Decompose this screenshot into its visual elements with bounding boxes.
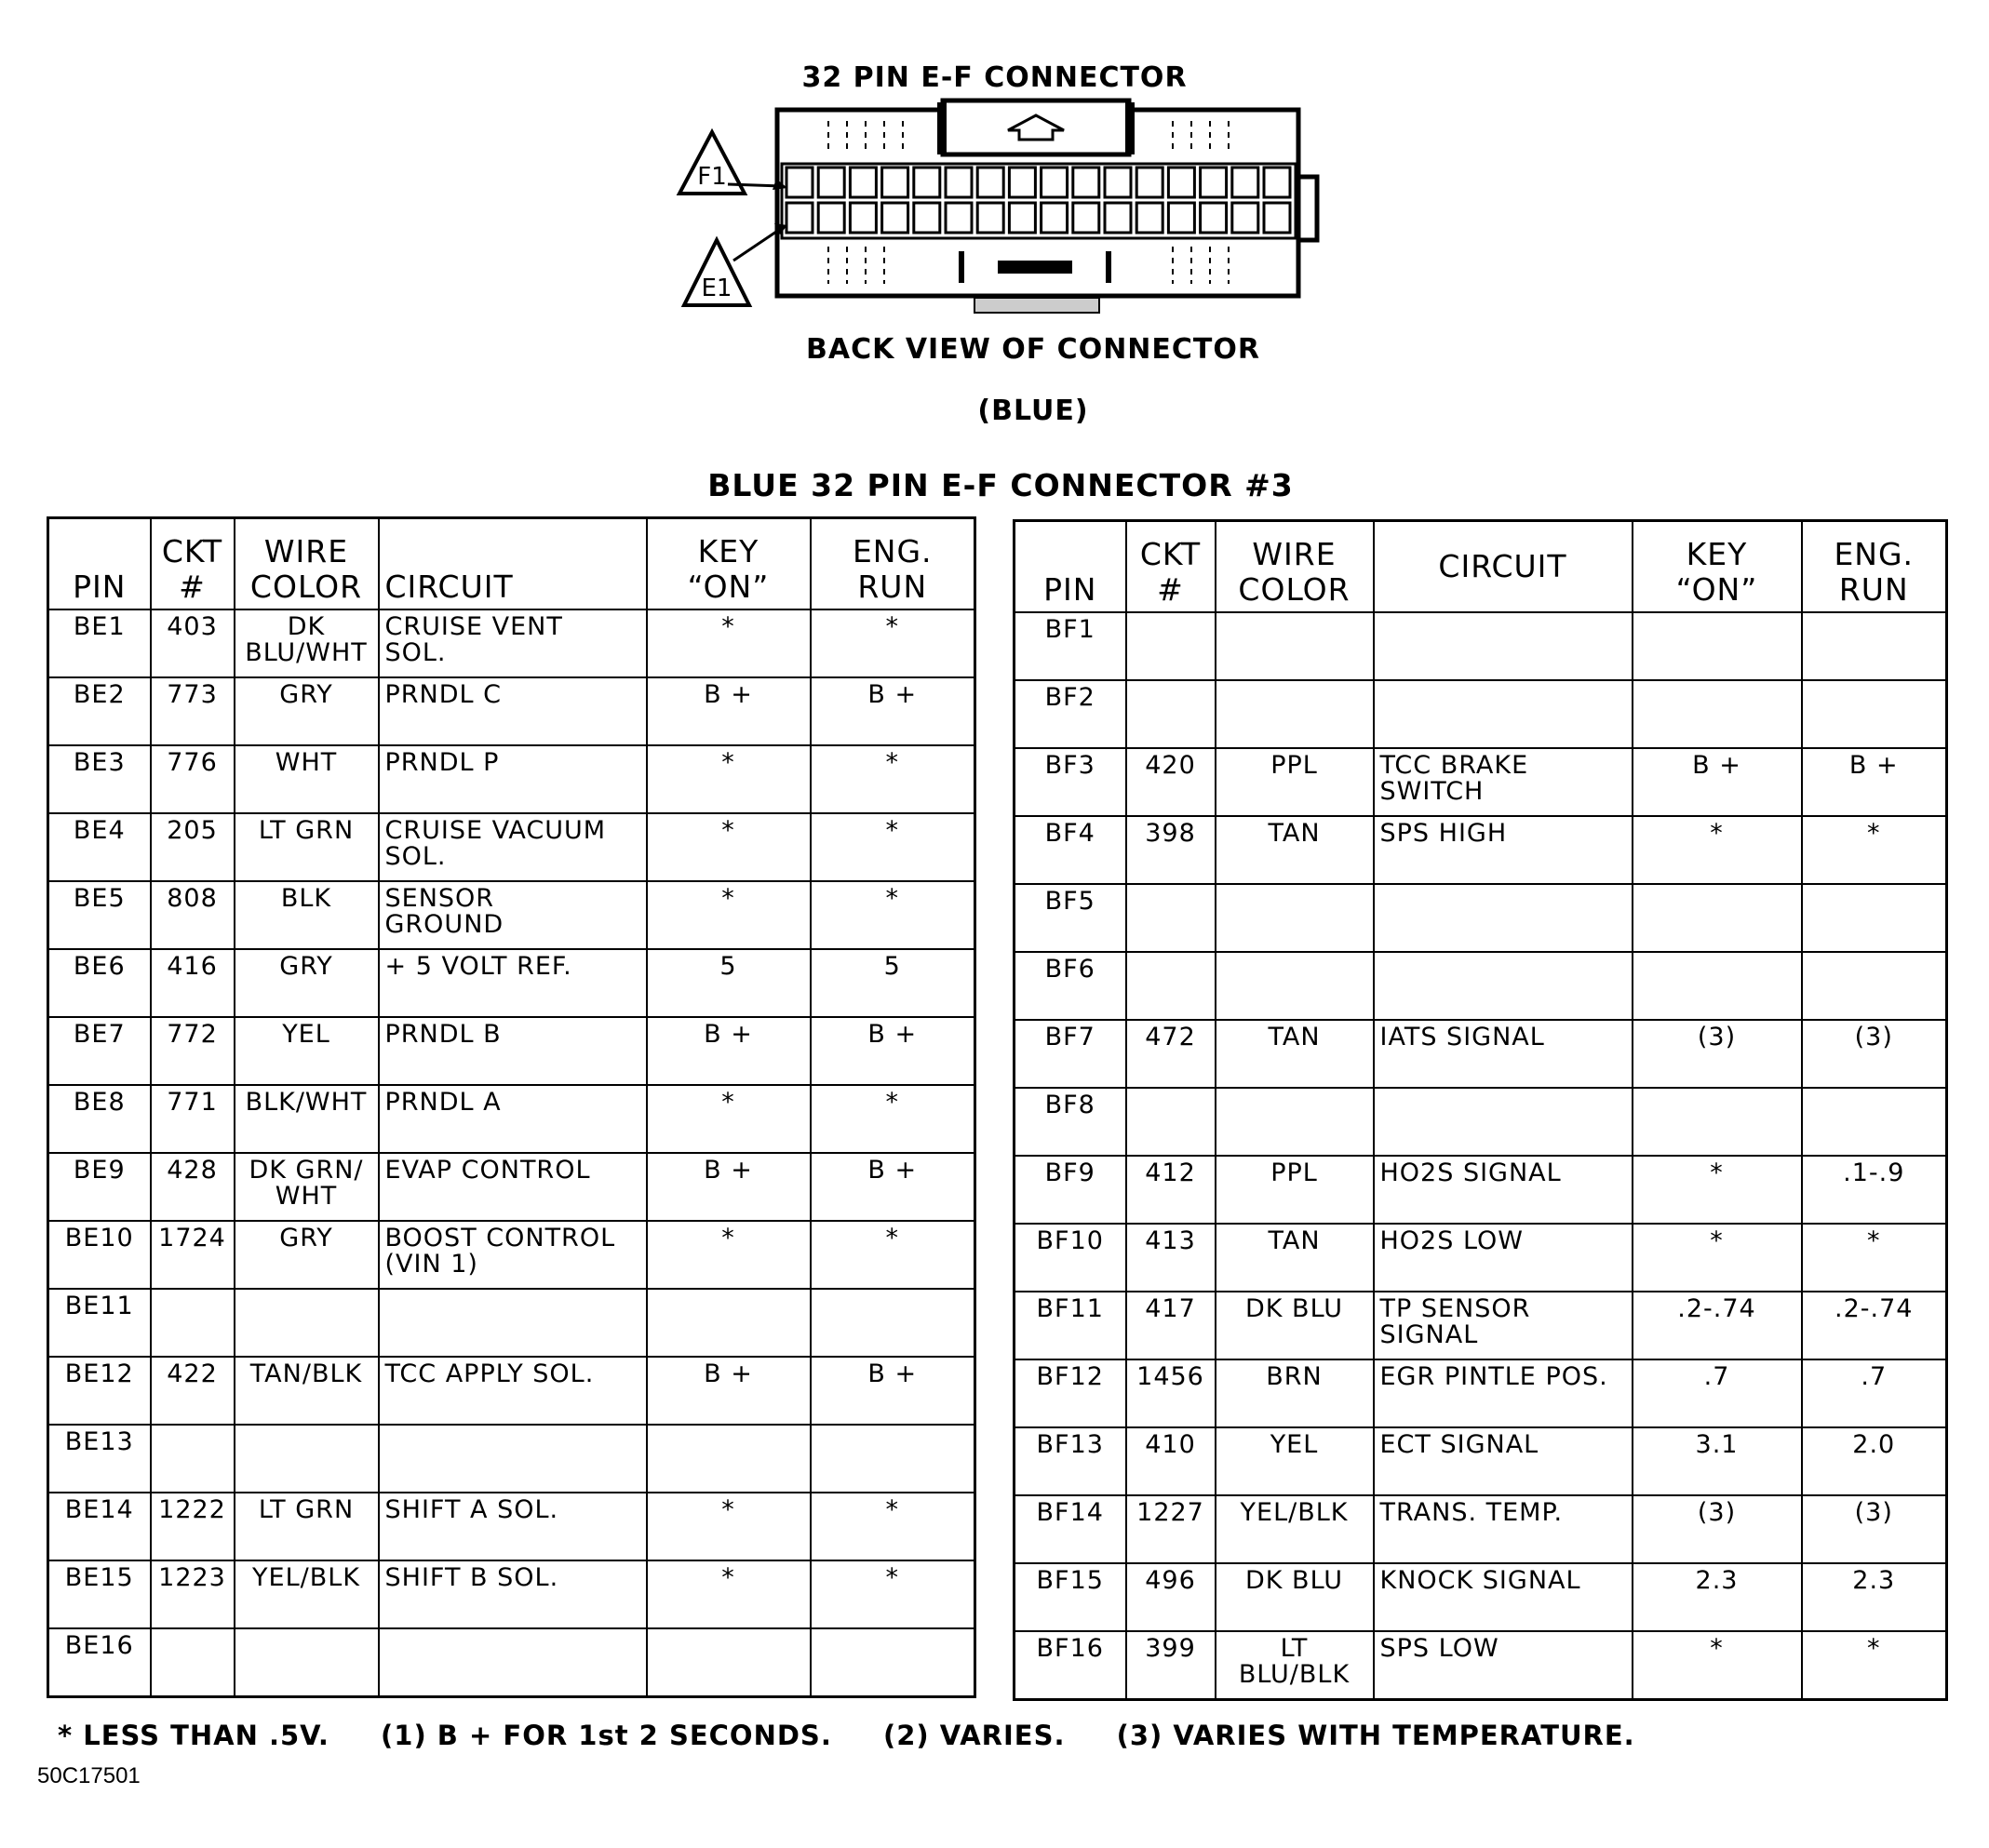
cell-circuit: PRNDL P bbox=[379, 745, 647, 813]
cell-circuit: SHIFT A SOL. bbox=[379, 1493, 647, 1560]
table-row bbox=[1015, 680, 1947, 748]
cell-eng-run: B + bbox=[811, 1017, 975, 1085]
cell-pin: BF8 bbox=[1015, 1088, 1126, 1156]
cell-wire-color: TAN bbox=[1216, 1224, 1374, 1292]
pin-cavity bbox=[1168, 203, 1194, 233]
cell-key-on: * bbox=[1633, 816, 1802, 884]
cell-pin: BE4 bbox=[48, 813, 151, 881]
pin-cavity bbox=[1009, 203, 1035, 233]
cell-wire-color: YEL bbox=[1216, 1427, 1374, 1495]
cell-key-on: B + bbox=[647, 1357, 811, 1425]
cell-eng-run: * bbox=[811, 881, 975, 949]
cell-pin: BF12 bbox=[1015, 1359, 1126, 1427]
cell-eng-run: 5 bbox=[811, 949, 975, 1017]
footnote-3: (3) VARIES WITH TEMPERATURE. bbox=[1116, 1720, 1635, 1751]
pin-cavity bbox=[977, 167, 1003, 197]
cell-pin: BE15 bbox=[48, 1560, 151, 1628]
cell-eng-run: B + bbox=[811, 677, 975, 745]
pin-cavity bbox=[850, 167, 876, 197]
pin-table-e bbox=[47, 516, 976, 1698]
cell-ckt: 472 bbox=[1126, 1020, 1216, 1088]
cell-ckt: 410 bbox=[1126, 1427, 1216, 1495]
cell-pin: BF15 bbox=[1015, 1563, 1126, 1631]
cell-circuit bbox=[1374, 952, 1633, 1020]
table-row bbox=[1015, 612, 1947, 680]
table-row bbox=[48, 1493, 975, 1560]
table-row bbox=[48, 1357, 975, 1425]
table-row bbox=[48, 677, 975, 745]
cell-circuit: TCC APPLY SOL. bbox=[379, 1357, 647, 1425]
cell-pin: BF2 bbox=[1015, 680, 1126, 748]
cell-ckt: 413 bbox=[1126, 1224, 1216, 1292]
header-eng-run: ENG. RUN bbox=[811, 518, 975, 610]
header-key-on: KEY “ON” bbox=[647, 518, 811, 610]
cell-wire-color: TAN bbox=[1216, 816, 1374, 884]
cell-key-on: * bbox=[1633, 1156, 1802, 1224]
cell-wire-color bbox=[235, 1425, 379, 1493]
table-row bbox=[1015, 1292, 1947, 1359]
cell-circuit: EVAP CONTROL bbox=[379, 1153, 647, 1221]
header-ckt: CKT # bbox=[151, 518, 235, 610]
cell-wire-color: BLK/WHT bbox=[235, 1085, 379, 1153]
cell-circuit bbox=[379, 1425, 647, 1493]
table-row bbox=[1015, 1631, 1947, 1700]
cell-ckt: 773 bbox=[151, 677, 235, 745]
cell-wire-color: GRY bbox=[235, 949, 379, 1017]
cell-key-on bbox=[1633, 952, 1802, 1020]
cell-key-on: * bbox=[1633, 1631, 1802, 1700]
cell-circuit: TRANS. TEMP. bbox=[1374, 1495, 1633, 1563]
cell-eng-run bbox=[1802, 612, 1947, 680]
cell-key-on: 3.1 bbox=[1633, 1427, 1802, 1495]
cell-pin: BF1 bbox=[1015, 612, 1126, 680]
header-circuit: CIRCUIT bbox=[1374, 521, 1633, 613]
cell-wire-color bbox=[235, 1289, 379, 1357]
connector-diagram bbox=[652, 74, 1359, 326]
cell-key-on: * bbox=[647, 609, 811, 677]
cell-circuit: CRUISE VACUUM SOL. bbox=[379, 813, 647, 881]
table-row bbox=[1015, 748, 1947, 816]
cell-wire-color: BLK bbox=[235, 881, 379, 949]
cell-ckt: 398 bbox=[1126, 816, 1216, 884]
table-header-row bbox=[1015, 521, 1947, 613]
header-pin: PIN bbox=[48, 518, 151, 610]
cell-key-on: B + bbox=[647, 677, 811, 745]
cell-ckt: 205 bbox=[151, 813, 235, 881]
cell-ckt bbox=[1126, 884, 1216, 952]
cell-eng-run: .7 bbox=[1802, 1359, 1947, 1427]
cell-eng-run bbox=[811, 1628, 975, 1697]
pin-cavity bbox=[818, 203, 844, 233]
cell-key-on bbox=[1633, 884, 1802, 952]
pin-table-f bbox=[1013, 519, 1948, 1701]
cell-wire-color: GRY bbox=[235, 677, 379, 745]
pin-cavity bbox=[1042, 167, 1068, 197]
cell-eng-run: B + bbox=[1802, 748, 1947, 816]
cell-ckt: 496 bbox=[1126, 1563, 1216, 1631]
cell-pin: BF14 bbox=[1015, 1495, 1126, 1563]
cell-circuit: SPS HIGH bbox=[1374, 816, 1633, 884]
pin-cavity bbox=[1073, 167, 1099, 197]
header-ckt: CKT # bbox=[1126, 521, 1216, 613]
color-text: (BLUE) bbox=[977, 395, 1089, 427]
cell-eng-run bbox=[811, 1289, 975, 1357]
pin-cavity bbox=[946, 167, 972, 197]
cell-circuit bbox=[1374, 680, 1633, 748]
cell-circuit: KNOCK SIGNAL bbox=[1374, 1563, 1633, 1631]
cell-eng-run: * bbox=[811, 813, 975, 881]
header-eng-run: ENG. RUN bbox=[1802, 521, 1947, 613]
cell-key-on bbox=[647, 1289, 811, 1357]
cell-circuit: SHIFT B SOL. bbox=[379, 1560, 647, 1628]
cell-ckt: 417 bbox=[1126, 1292, 1216, 1359]
pin-cavity bbox=[1105, 203, 1131, 233]
cell-wire-color: LT GRN bbox=[235, 813, 379, 881]
cell-key-on bbox=[1633, 612, 1802, 680]
cell-wire-color bbox=[1216, 884, 1374, 952]
cell-key-on: * bbox=[647, 1560, 811, 1628]
header-wire-color: WIRE COLOR bbox=[1216, 521, 1374, 613]
cell-key-on: * bbox=[647, 813, 811, 881]
cell-wire-color: YEL/BLK bbox=[235, 1560, 379, 1628]
table-row bbox=[1015, 1563, 1947, 1631]
cell-pin: BF6 bbox=[1015, 952, 1126, 1020]
cell-ckt bbox=[1126, 612, 1216, 680]
cell-circuit: HO2S SIGNAL bbox=[1374, 1156, 1633, 1224]
footnote-legend bbox=[58, 1720, 1676, 1751]
cell-circuit bbox=[1374, 884, 1633, 952]
cell-wire-color bbox=[1216, 952, 1374, 1020]
cell-eng-run: .1-.9 bbox=[1802, 1156, 1947, 1224]
cell-eng-run: * bbox=[811, 1221, 975, 1289]
cell-circuit: PRNDL A bbox=[379, 1085, 647, 1153]
cell-key-on: * bbox=[647, 1085, 811, 1153]
footnote-1: (1) B + FOR 1st 2 SECONDS. bbox=[381, 1720, 832, 1751]
cell-wire-color: PPL bbox=[1216, 1156, 1374, 1224]
cell-pin: BF7 bbox=[1015, 1020, 1126, 1088]
cell-circuit: EGR PINTLE POS. bbox=[1374, 1359, 1633, 1427]
pin-cavity bbox=[1201, 167, 1227, 197]
cell-eng-run: * bbox=[811, 1560, 975, 1628]
cell-key-on bbox=[647, 1425, 811, 1493]
footnote-2: (2) VARIES. bbox=[882, 1720, 1066, 1751]
pin-cavity bbox=[1264, 203, 1290, 233]
cell-pin: BE8 bbox=[48, 1085, 151, 1153]
pin-cavity bbox=[882, 203, 908, 233]
pin-cavity bbox=[1264, 167, 1290, 197]
cell-circuit: SENSOR GROUND bbox=[379, 881, 647, 949]
cell-key-on bbox=[647, 1628, 811, 1697]
cell-circuit: TP SENSOR SIGNAL bbox=[1374, 1292, 1633, 1359]
pin-cavity bbox=[786, 167, 813, 197]
cell-circuit: BOOST CONTROL (VIN 1) bbox=[379, 1221, 647, 1289]
cell-eng-run: .2-.74 bbox=[1802, 1292, 1947, 1359]
cell-ckt bbox=[1126, 1088, 1216, 1156]
table-header-row bbox=[48, 518, 975, 610]
pin-cavity bbox=[914, 167, 940, 197]
cell-ckt: 403 bbox=[151, 609, 235, 677]
cell-ckt: 776 bbox=[151, 745, 235, 813]
cell-pin: BE13 bbox=[48, 1425, 151, 1493]
cell-key-on bbox=[1633, 680, 1802, 748]
table-title-text: BLUE 32 PIN E-F CONNECTOR #3 bbox=[707, 467, 1294, 503]
cell-circuit: PRNDL B bbox=[379, 1017, 647, 1085]
pin-cavity bbox=[786, 203, 813, 233]
header-pin: PIN bbox=[1015, 521, 1126, 613]
cell-pin: BE1 bbox=[48, 609, 151, 677]
cell-ckt bbox=[1126, 680, 1216, 748]
pin-cavity bbox=[1168, 167, 1194, 197]
table-row bbox=[48, 1017, 975, 1085]
cell-wire-color: WHT bbox=[235, 745, 379, 813]
cell-eng-run: * bbox=[811, 1493, 975, 1560]
cell-circuit bbox=[379, 1289, 647, 1357]
cell-wire-color bbox=[1216, 612, 1374, 680]
cell-wire-color: DK GRN/ WHT bbox=[235, 1153, 379, 1221]
cell-key-on: * bbox=[1633, 1224, 1802, 1292]
cell-ckt: 420 bbox=[1126, 748, 1216, 816]
cell-key-on: * bbox=[647, 1493, 811, 1560]
table-row bbox=[48, 1153, 975, 1221]
cell-wire-color: TAN bbox=[1216, 1020, 1374, 1088]
cell-eng-run: 2.0 bbox=[1802, 1427, 1947, 1495]
cell-key-on: * bbox=[647, 881, 811, 949]
table-row bbox=[1015, 1088, 1947, 1156]
cell-wire-color: DK BLU/WHT bbox=[235, 609, 379, 677]
connector-title: 32 PIN E-F CONNECTOR bbox=[801, 61, 1188, 94]
pin-cavity bbox=[1232, 203, 1258, 233]
cell-wire-color: YEL bbox=[235, 1017, 379, 1085]
cell-wire-color: DK BLU bbox=[1216, 1563, 1374, 1631]
table-row bbox=[48, 1289, 975, 1357]
cell-circuit: SPS LOW bbox=[1374, 1631, 1633, 1700]
cell-wire-color: YEL/BLK bbox=[1216, 1495, 1374, 1563]
table-row bbox=[48, 1560, 975, 1628]
table-row bbox=[1015, 1359, 1947, 1427]
cell-pin: BE16 bbox=[48, 1628, 151, 1697]
table-row bbox=[48, 949, 975, 1017]
cell-eng-run: B + bbox=[811, 1153, 975, 1221]
pin-cavity bbox=[882, 167, 908, 197]
cell-pin: BF10 bbox=[1015, 1224, 1126, 1292]
cell-wire-color bbox=[1216, 1088, 1374, 1156]
cell-wire-color: DK BLU bbox=[1216, 1292, 1374, 1359]
cell-pin: BE12 bbox=[48, 1357, 151, 1425]
cell-circuit: TCC BRAKE SWITCH bbox=[1374, 748, 1633, 816]
cell-ckt: 399 bbox=[1126, 1631, 1216, 1700]
cell-pin: BF13 bbox=[1015, 1427, 1126, 1495]
table-row bbox=[48, 881, 975, 949]
cell-ckt: 412 bbox=[1126, 1156, 1216, 1224]
cell-ckt: 416 bbox=[151, 949, 235, 1017]
table-row bbox=[48, 1628, 975, 1697]
cell-key-on: (3) bbox=[1633, 1020, 1802, 1088]
table-row bbox=[48, 609, 975, 677]
cell-wire-color: LT BLU/BLK bbox=[1216, 1631, 1374, 1700]
cell-key-on: * bbox=[647, 745, 811, 813]
cell-ckt bbox=[1126, 952, 1216, 1020]
header-wire-color: WIRE COLOR bbox=[235, 518, 379, 610]
cell-key-on: 2.3 bbox=[1633, 1563, 1802, 1631]
cell-wire-color bbox=[1216, 680, 1374, 748]
pin-cavity bbox=[1201, 203, 1227, 233]
table-row bbox=[1015, 952, 1947, 1020]
cell-pin: BE2 bbox=[48, 677, 151, 745]
table-row bbox=[1015, 1427, 1947, 1495]
cell-pin: BF5 bbox=[1015, 884, 1126, 952]
pin-cavity bbox=[977, 203, 1003, 233]
pin-cavity bbox=[1105, 167, 1131, 197]
cell-eng-run: 2.3 bbox=[1802, 1563, 1947, 1631]
footnote-star: * LESS THAN .5V. bbox=[58, 1720, 329, 1751]
cell-key-on: (3) bbox=[1633, 1495, 1802, 1563]
cell-ckt: 422 bbox=[151, 1357, 235, 1425]
cell-eng-run: * bbox=[1802, 816, 1947, 884]
table-row bbox=[48, 1085, 975, 1153]
table-row bbox=[48, 745, 975, 813]
table-row bbox=[1015, 884, 1947, 952]
cell-wire-color: TAN/BLK bbox=[235, 1357, 379, 1425]
cell-key-on: B + bbox=[1633, 748, 1802, 816]
cell-ckt bbox=[151, 1425, 235, 1493]
pin-cavity bbox=[946, 203, 972, 233]
cell-eng-run: B + bbox=[811, 1357, 975, 1425]
cell-circuit: HO2S LOW bbox=[1374, 1224, 1633, 1292]
cell-ckt: 808 bbox=[151, 881, 235, 949]
cell-eng-run: * bbox=[1802, 1224, 1947, 1292]
cell-pin: BE6 bbox=[48, 949, 151, 1017]
cell-ckt: 771 bbox=[151, 1085, 235, 1153]
cell-eng-run bbox=[1802, 1088, 1947, 1156]
cell-wire-color bbox=[235, 1628, 379, 1697]
cell-key-on: 5 bbox=[647, 949, 811, 1017]
pin-cavity bbox=[1042, 203, 1068, 233]
table-row bbox=[1015, 1020, 1947, 1088]
cell-eng-run bbox=[811, 1425, 975, 1493]
pin-cavity bbox=[1009, 167, 1035, 197]
table-row bbox=[1015, 1224, 1947, 1292]
cell-circuit bbox=[379, 1628, 647, 1697]
cell-circuit: IATS SIGNAL bbox=[1374, 1020, 1633, 1088]
cell-eng-run: (3) bbox=[1802, 1020, 1947, 1088]
cell-circuit bbox=[1374, 612, 1633, 680]
back-view-text: BACK VIEW OF CONNECTOR bbox=[806, 333, 1260, 366]
cell-pin: BE3 bbox=[48, 745, 151, 813]
cell-pin: BF16 bbox=[1015, 1631, 1126, 1700]
cell-key-on: * bbox=[647, 1221, 811, 1289]
pin-cavity bbox=[1232, 167, 1258, 197]
pin-cavity bbox=[1136, 203, 1162, 233]
table-row bbox=[1015, 816, 1947, 884]
cell-eng-run bbox=[1802, 680, 1947, 748]
cell-key-on: .2-.74 bbox=[1633, 1292, 1802, 1359]
table-row bbox=[48, 1425, 975, 1493]
pin-cavity bbox=[1073, 203, 1099, 233]
pin-cavity bbox=[1136, 167, 1162, 197]
cell-ckt: 1223 bbox=[151, 1560, 235, 1628]
cell-key-on: B + bbox=[647, 1153, 811, 1221]
pin-cavity bbox=[818, 167, 844, 197]
cell-wire-color: PPL bbox=[1216, 748, 1374, 816]
cell-key-on bbox=[1633, 1088, 1802, 1156]
pin-f1-label: F1 bbox=[697, 163, 727, 191]
cell-ckt: 1222 bbox=[151, 1493, 235, 1560]
header-key-on: KEY “ON” bbox=[1633, 521, 1802, 613]
cell-circuit: PRNDL C bbox=[379, 677, 647, 745]
pin-cavity bbox=[850, 203, 876, 233]
cell-eng-run: * bbox=[1802, 1631, 1947, 1700]
cell-pin: BE5 bbox=[48, 881, 151, 949]
cell-eng-run bbox=[1802, 884, 1947, 952]
cell-pin: BF11 bbox=[1015, 1292, 1126, 1359]
cell-wire-color: LT GRN bbox=[235, 1493, 379, 1560]
cell-ckt: 1456 bbox=[1126, 1359, 1216, 1427]
cell-ckt: 772 bbox=[151, 1017, 235, 1085]
cell-wire-color: BRN bbox=[1216, 1359, 1374, 1427]
cell-eng-run: * bbox=[811, 609, 975, 677]
cell-pin: BF4 bbox=[1015, 816, 1126, 884]
cell-circuit: CRUISE VENT SOL. bbox=[379, 609, 647, 677]
table-row bbox=[48, 1221, 975, 1289]
cell-pin: BE10 bbox=[48, 1221, 151, 1289]
cell-pin: BE9 bbox=[48, 1153, 151, 1221]
cell-key-on: B + bbox=[647, 1017, 811, 1085]
figure-id: 50C17501 bbox=[37, 1763, 141, 1788]
cell-eng-run: * bbox=[811, 1085, 975, 1153]
table-row bbox=[1015, 1156, 1947, 1224]
cell-pin: BE14 bbox=[48, 1493, 151, 1560]
pin-e1-label: E1 bbox=[701, 275, 732, 302]
cell-pin: BE11 bbox=[48, 1289, 151, 1357]
cell-eng-run bbox=[1802, 952, 1947, 1020]
cell-eng-run: (3) bbox=[1802, 1495, 1947, 1563]
cell-key-on: .7 bbox=[1633, 1359, 1802, 1427]
cell-circuit: ECT SIGNAL bbox=[1374, 1427, 1633, 1495]
cell-ckt: 428 bbox=[151, 1153, 235, 1221]
cell-ckt bbox=[151, 1628, 235, 1697]
header-circuit: CIRCUIT bbox=[379, 518, 647, 610]
table-row bbox=[48, 813, 975, 881]
cell-wire-color: GRY bbox=[235, 1221, 379, 1289]
table-row bbox=[1015, 1495, 1947, 1563]
cell-eng-run: * bbox=[811, 745, 975, 813]
cell-pin: BF3 bbox=[1015, 748, 1126, 816]
cell-circuit: + 5 VOLT REF. bbox=[379, 949, 647, 1017]
cell-ckt: 1227 bbox=[1126, 1495, 1216, 1563]
cell-ckt: 1724 bbox=[151, 1221, 235, 1289]
cell-circuit bbox=[1374, 1088, 1633, 1156]
cell-ckt bbox=[151, 1289, 235, 1357]
cell-pin: BE7 bbox=[48, 1017, 151, 1085]
pin-cavity bbox=[914, 203, 940, 233]
cell-pin: BF9 bbox=[1015, 1156, 1126, 1224]
